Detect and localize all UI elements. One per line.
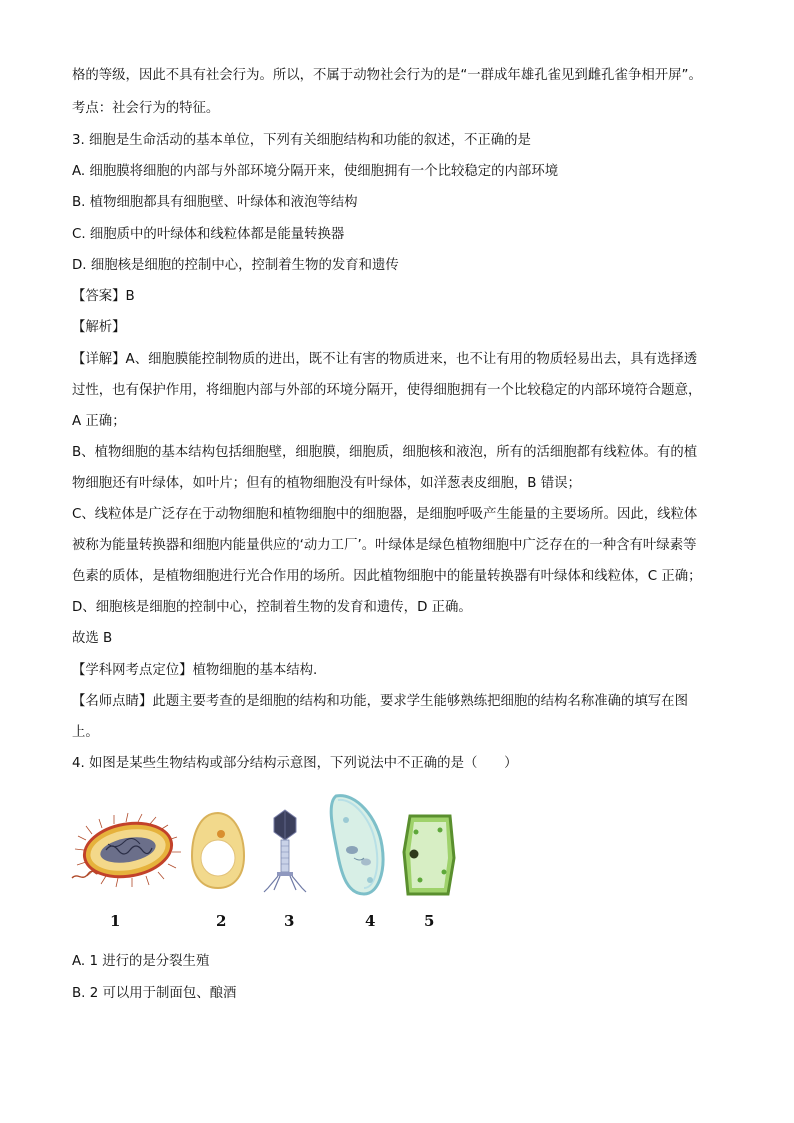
text-line: D、细胞核是细胞的控制中心，控制着生物的发育和遗传，D 正确。	[72, 600, 472, 615]
text-line: 上。	[72, 725, 99, 740]
figure-label-1: 1	[110, 912, 121, 930]
text-line: B、植物细胞的基本结构包括细胞壁，细胞膜，细胞质，细胞核和液泡，所有的活细胞都有线粒体。有的植	[72, 445, 698, 460]
paramecium-icon	[322, 790, 394, 898]
text-line: 故选 B	[72, 631, 113, 646]
option-c: C. 细胞质中的叶绿体和线粒体都是能量转换器	[72, 227, 345, 242]
text-line: 【学科网考点定位】植物细胞的基本结构.	[72, 663, 318, 678]
text-line: 过性，也有保护作用，将细胞内部与外部的环境分隔开，使得细胞拥有一个比较稳定的内部环境符合题意，	[72, 383, 702, 398]
text-line: 格的等级，因此不具有社会行为。所以，不属于动物社会行为的是“一群成年雄孔雀见到雌孔雀争相开屏”。	[72, 68, 702, 83]
text-line: 色素的质体，是植物细胞进行光合作用的场所。因此植物细胞中的能量转换器有叶绿体和线粒体，C 正确；	[72, 569, 702, 584]
option-b: B. 2 可以用于制面包、酿酒	[72, 986, 237, 1001]
question-3-stem: 3. 细胞是生命活动的基本单位，下列有关细胞结构和功能的叙述，不正确的是	[72, 133, 531, 148]
option-a: A. 细胞膜将细胞的内部与外部环境分隔开来，使细胞拥有一个比较稳定的内部环境	[72, 164, 559, 179]
answer-line: 【答案】B	[72, 289, 135, 304]
text-line: 【名师点睛】此题主要考查的是细胞的结构和功能，要求学生能够熟练把细胞的结构名称准确的填写在图	[72, 694, 688, 709]
figure-label-5: 5	[424, 912, 435, 930]
text-line: A 正确；	[72, 414, 126, 429]
bacteriophage-icon	[262, 806, 308, 896]
bacterium-icon	[68, 812, 186, 892]
text-line: 物细胞还有叶绿体，如叶片；但有的植物细胞没有叶绿体，如洋葱表皮细胞，B 错误；	[72, 476, 581, 491]
question-4-stem: 4. 如图是某些生物结构或部分结构示意图，下列说法中不正确的是（ ）	[72, 756, 518, 771]
analysis-heading: 【解析】	[72, 320, 126, 335]
figure-label-4: 4	[365, 912, 376, 930]
text-line: 被称为能量转换器和细胞内能量供应的‘动力工厂’。叶绿体是绿色植物细胞中广泛存在的一种含有叶绿素等	[72, 538, 697, 553]
figure-label-3: 3	[284, 912, 295, 930]
yeast-cell-icon	[188, 810, 248, 892]
text-line: C、线粒体是广泛存在于动物细胞和植物细胞中的细胞器，是细胞呼吸产生能量的主要场所。因此，线粒体	[72, 507, 698, 522]
text-line: 【详解】A、细胞膜能控制物质的进出，既不让有害的物质进来，也不让有用的物质轻易出去，具有选择透	[72, 352, 698, 367]
plant-cell-icon	[400, 812, 458, 898]
figure-label-2: 2	[216, 912, 227, 930]
text-line: 考点：社会行为的特征。	[72, 101, 220, 116]
option-a: A. 1 进行的是分裂生殖	[72, 954, 210, 969]
option-b: B. 植物细胞都具有细胞壁、叶绿体和液泡等结构	[72, 195, 358, 210]
option-d: D. 细胞核是细胞的控制中心，控制着生物的发育和遗传	[72, 258, 399, 273]
